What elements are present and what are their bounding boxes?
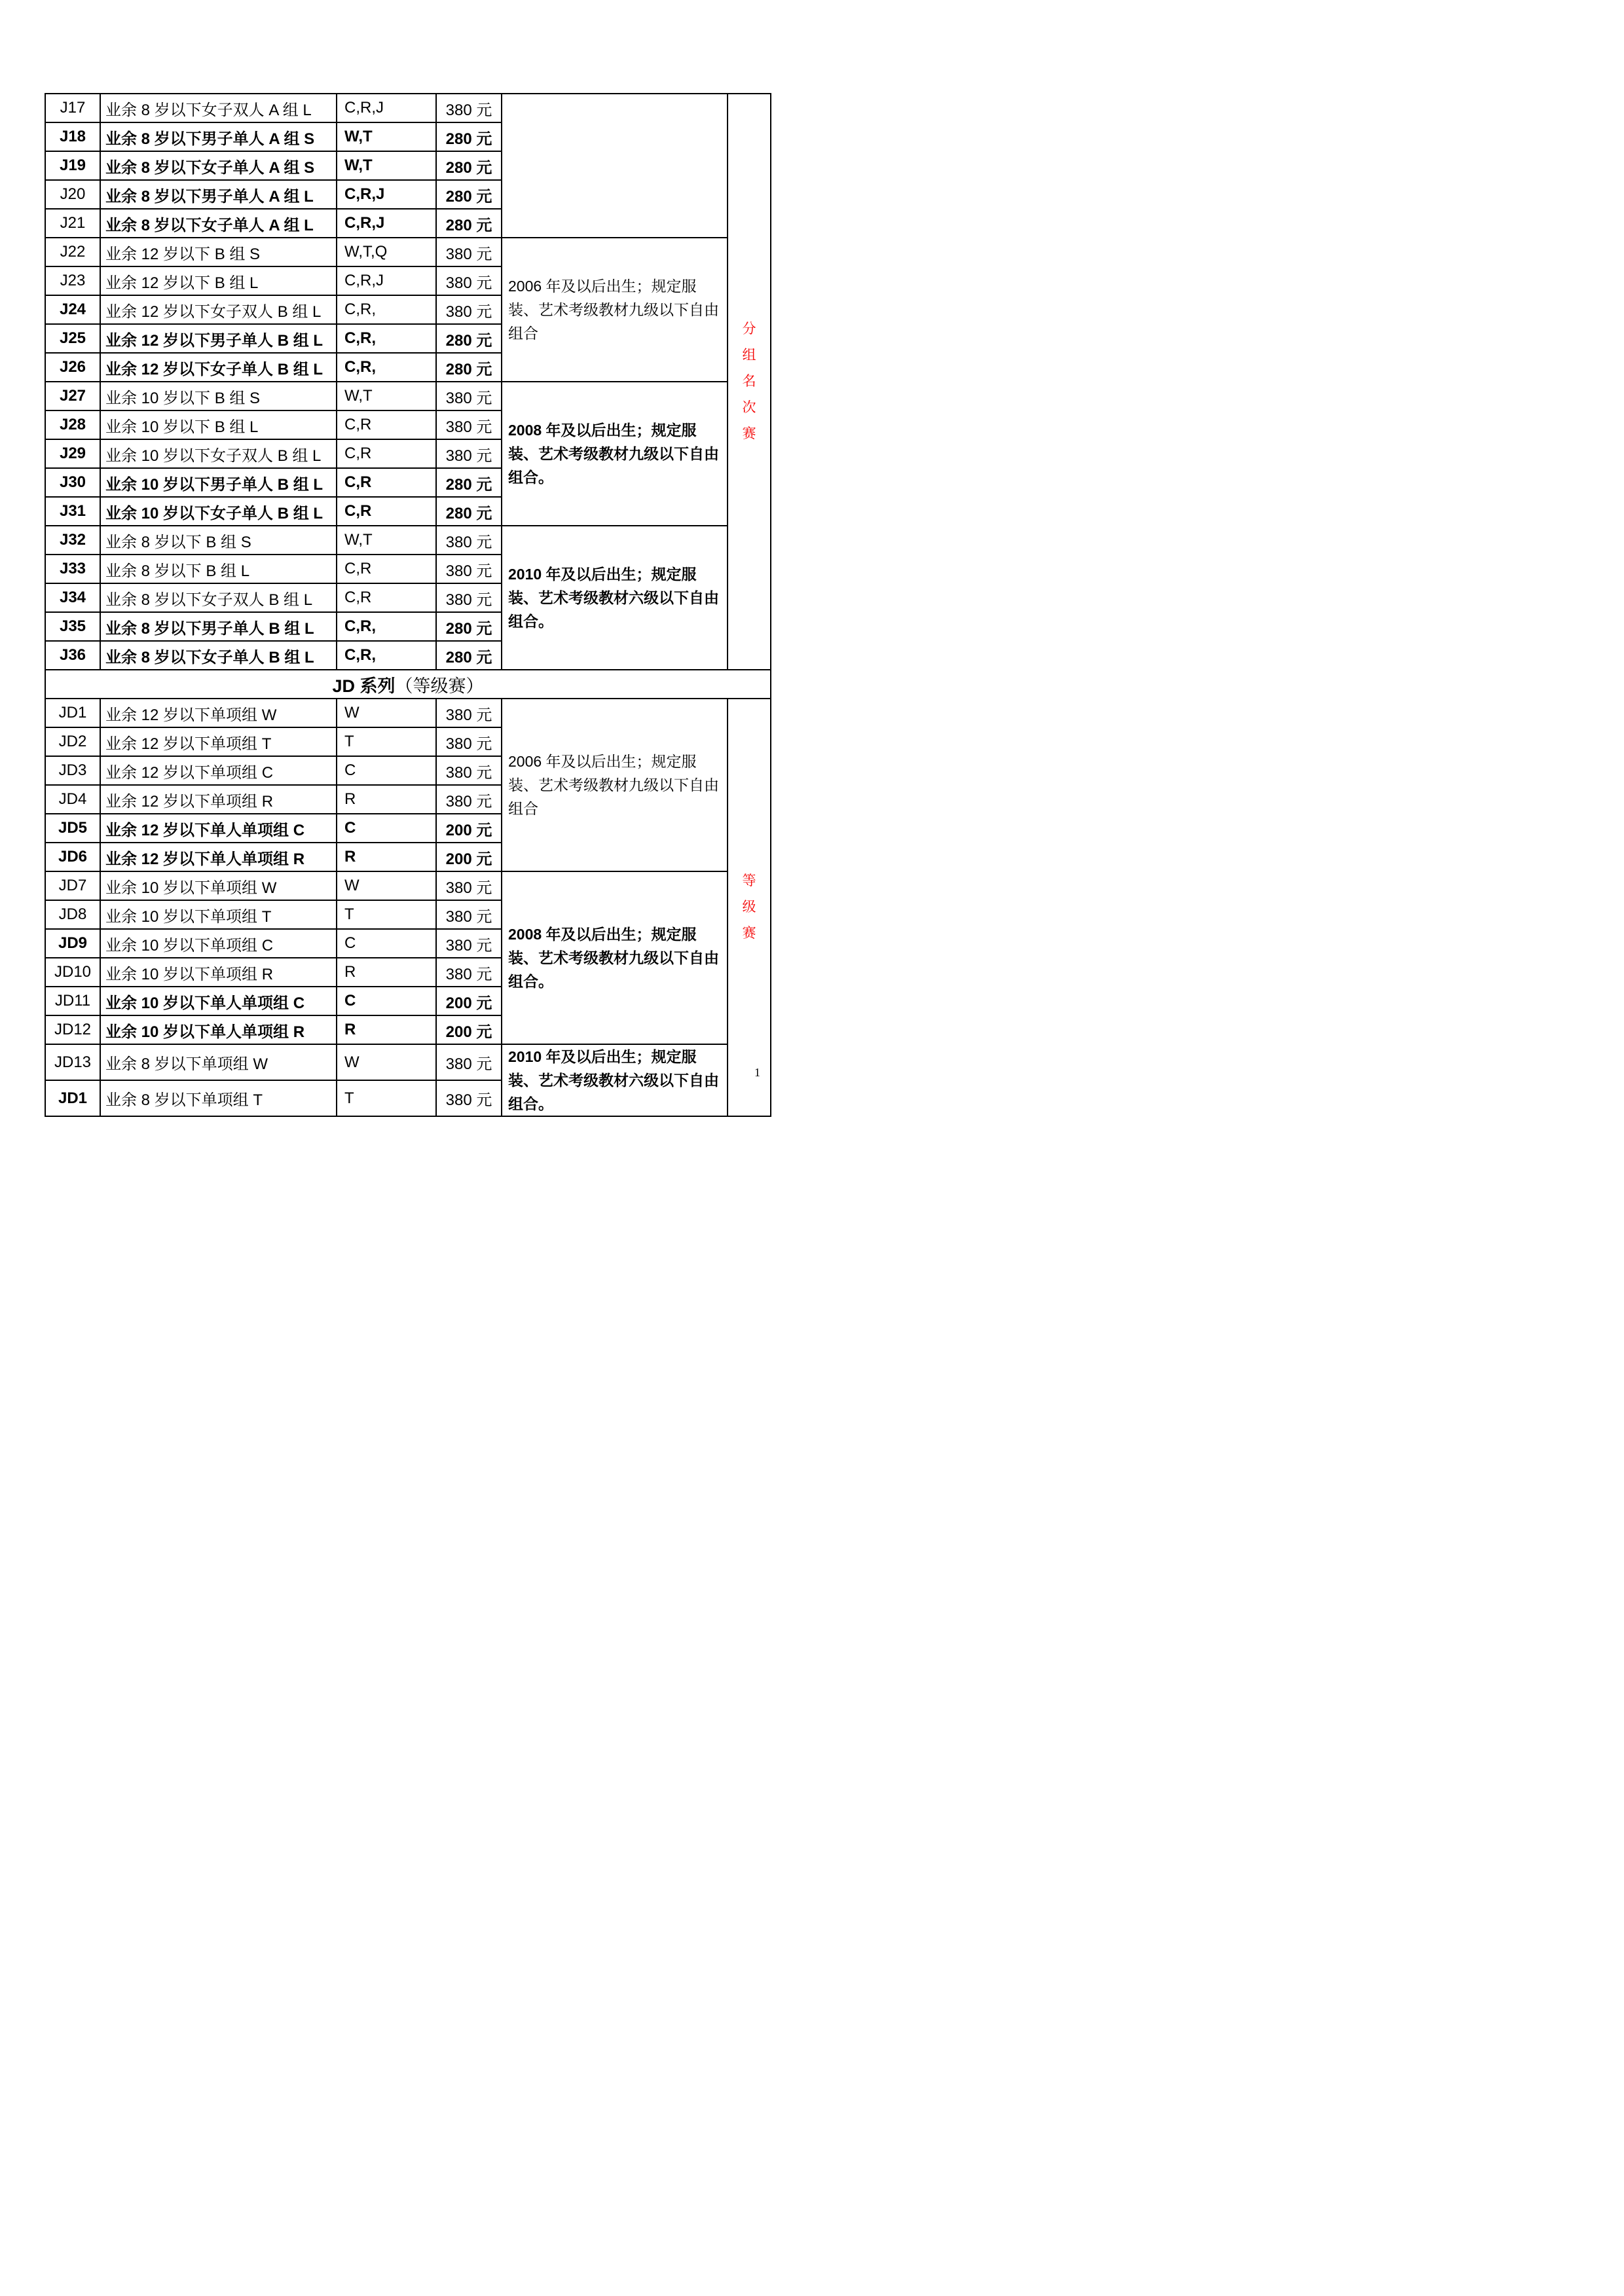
event-name-cell-text: 业余 8 岁以下女子双人 A 组 L: [105, 101, 312, 119]
dance-codes-cell: [337, 1044, 436, 1080]
dance-codes-cell: [337, 756, 436, 785]
dance-codes-cell-text: R: [344, 1021, 356, 1038]
event-name-cell-text: 业余 8 岁以下男子单人 B 组 L: [105, 619, 314, 638]
dance-codes-cell-text: W,T: [344, 387, 373, 405]
event-code-cell: JD11: [45, 987, 100, 1015]
event-name-cell: [100, 266, 337, 295]
dance-codes-cell: [337, 238, 436, 266]
event-name-cell-text: 业余 10 岁以下单项组 W: [105, 879, 277, 897]
price-cell: 380 元: [436, 439, 502, 468]
note-cell: [502, 526, 728, 670]
event-code-cell: J36: [45, 641, 100, 670]
price-cell: 380 元: [436, 526, 502, 555]
price-cell: 380 元: [436, 410, 502, 439]
event-name-cell: [100, 843, 337, 871]
event-name-cell: [100, 583, 337, 612]
price-cell: 380 元: [436, 958, 502, 987]
price-cell: 380 元: [436, 295, 502, 324]
event-name-cell-text: 业余 10 岁以下单人单项组 R: [105, 1023, 305, 1041]
event-name-cell-text: 业余 8 岁以下男子单人 A 组 S: [105, 130, 315, 148]
dance-codes-cell: [337, 641, 436, 670]
price-cell: 280 元: [436, 122, 502, 151]
event-name-cell: [100, 785, 337, 814]
event-code-cell: J19: [45, 151, 100, 180]
event-name-cell-text: 业余 10 岁以下 B 组 S: [105, 389, 261, 407]
dance-codes-cell-text: C,R: [344, 502, 372, 520]
dance-codes-cell-text: W,T: [344, 531, 373, 549]
event-name-cell-text: 业余 12 岁以下单项组 C: [105, 763, 274, 782]
table-row: [45, 871, 771, 900]
dance-codes-cell: [337, 439, 436, 468]
section-header-cell: [45, 670, 771, 699]
price-cell: 380 元: [436, 727, 502, 756]
dance-codes-cell-text: C,R,: [344, 301, 376, 318]
event-name-cell-text: 业余 12 岁以下单项组 W: [105, 706, 277, 724]
event-name-cell-text: 业余 8 岁以下女子双人 B 组 L: [105, 591, 313, 609]
note-cell: [502, 238, 728, 382]
dance-codes-cell-text: C,R: [344, 589, 372, 606]
event-name-cell-text: 业余 8 岁以下单项组 T: [105, 1091, 263, 1109]
event-code-cell: J26: [45, 353, 100, 382]
event-name-cell: [100, 209, 337, 238]
dance-codes-cell: [337, 151, 436, 180]
price-cell: 280 元: [436, 209, 502, 238]
event-code-cell: J25: [45, 324, 100, 353]
dance-codes-cell: [337, 727, 436, 756]
event-code-cell: JD9: [45, 929, 100, 958]
price-cell: 200 元: [436, 843, 502, 871]
price-cell: 380 元: [436, 1044, 502, 1080]
price-cell: 200 元: [436, 1015, 502, 1044]
price-cell: 380 元: [436, 583, 502, 612]
note-cell: [502, 699, 728, 871]
event-name-cell: [100, 324, 337, 353]
event-code-cell: J34: [45, 583, 100, 612]
event-name-cell: [100, 468, 337, 497]
dance-codes-cell: [337, 1080, 436, 1116]
event-name-cell-text: 业余 12 岁以下单人单项组 C: [105, 821, 305, 839]
dance-codes-cell: [337, 814, 436, 843]
fee-table: [45, 93, 771, 1117]
event-code-cell: J29: [45, 439, 100, 468]
event-name-cell-text: 业余 10 岁以下单项组 T: [105, 907, 272, 926]
price-cell: 200 元: [436, 987, 502, 1015]
note-cell: [502, 382, 728, 526]
price-cell: 280 元: [436, 180, 502, 209]
dance-codes-cell-text: C,R,J: [344, 99, 384, 117]
dance-codes-cell: [337, 382, 436, 410]
dance-codes-cell-text: C,R: [344, 560, 372, 577]
price-cell: 380 元: [436, 1080, 502, 1116]
dance-codes-cell-text: C,R: [344, 473, 372, 491]
dance-codes-cell: [337, 266, 436, 295]
dance-codes-cell: [337, 987, 436, 1015]
event-code-cell: J22: [45, 238, 100, 266]
event-name-cell: [100, 814, 337, 843]
dance-codes-cell: [337, 958, 436, 987]
dance-codes-cell-text: C,R: [344, 445, 372, 462]
dance-codes-cell-text: W: [344, 877, 360, 894]
dance-codes-cell-text: T: [344, 733, 354, 750]
dance-codes-cell: [337, 583, 436, 612]
dance-codes-cell-text: C,R,: [344, 646, 376, 664]
event-name-cell-text: 业余 10 岁以下单项组 C: [105, 936, 274, 955]
price-cell: 280 元: [436, 324, 502, 353]
note-cell-text: 2008 年及以后出生；规定服装、艺术考级教材九级以下自由组合。: [508, 926, 719, 990]
dance-codes-cell-text: C: [344, 819, 356, 837]
price-cell: 280 元: [436, 468, 502, 497]
event-name-cell: [100, 612, 337, 641]
event-name-cell-text: 业余 8 岁以下男子单人 A 组 L: [105, 187, 314, 206]
event-code-cell: J31: [45, 497, 100, 526]
event-name-cell-text: 业余 8 岁以下 B 组 L: [105, 562, 250, 580]
event-name-cell-text: 业余 8 岁以下 B 组 S: [105, 533, 251, 551]
event-code-cell: J33: [45, 555, 100, 583]
competition-type-cell-text: 等级赛: [742, 873, 756, 941]
dance-codes-cell: [337, 468, 436, 497]
dance-codes-cell: [337, 410, 436, 439]
price-cell: 280 元: [436, 612, 502, 641]
event-name-cell: [100, 526, 337, 555]
price-cell: 380 元: [436, 555, 502, 583]
event-name-cell-text: 业余 8 岁以下女子单人 A 组 L: [105, 216, 314, 234]
price-cell: 380 元: [436, 785, 502, 814]
event-name-cell: [100, 180, 337, 209]
price-cell: 380 元: [436, 871, 502, 900]
event-name-cell: [100, 151, 337, 180]
table-row: [45, 1044, 771, 1080]
dance-codes-cell: [337, 929, 436, 958]
price-cell: 280 元: [436, 497, 502, 526]
dance-codes-cell: [337, 785, 436, 814]
event-name-cell-text: 业余 10 岁以下女子双人 B 组 L: [105, 446, 322, 465]
event-name-cell: [100, 295, 337, 324]
event-name-cell-text: 业余 8 岁以下单项组 W: [105, 1055, 268, 1073]
dance-codes-cell-text: W,T: [344, 156, 373, 174]
event-name-cell-text: 业余 12 岁以下单项组 T: [105, 735, 272, 753]
event-code-cell: JD8: [45, 900, 100, 929]
event-code-cell: JD1: [45, 1080, 100, 1116]
dance-codes-cell-text: W,T: [344, 128, 373, 145]
event-name-cell: [100, 382, 337, 410]
event-code-cell: J21: [45, 209, 100, 238]
event-code-cell: JD5: [45, 814, 100, 843]
event-name-cell-text: 业余 12 岁以下女子单人 B 组 L: [105, 360, 323, 378]
dance-codes-cell: [337, 900, 436, 929]
table-row: [45, 526, 771, 555]
event-name-cell-text: 业余 12 岁以下 B 组 L: [105, 274, 259, 292]
dance-codes-cell-text: R: [344, 848, 356, 866]
dance-codes-cell-text: C,R,J: [344, 272, 384, 289]
event-code-cell: JD10: [45, 958, 100, 987]
page-number: 1: [754, 1066, 760, 1079]
note-cell-text: 2006 年及以后出生；规定服装、艺术考级教材九级以下自由组合: [508, 278, 719, 342]
event-code-cell: J18: [45, 122, 100, 151]
competition-type-cell-text: 分组名次赛: [742, 321, 756, 441]
dance-codes-cell: [337, 180, 436, 209]
dance-codes-cell: [337, 699, 436, 727]
dance-codes-cell-text: C,R: [344, 416, 372, 433]
dance-codes-cell: [337, 871, 436, 900]
event-code-cell: J28: [45, 410, 100, 439]
event-name-cell-text: 业余 8 岁以下女子单人 B 组 L: [105, 648, 314, 666]
event-code-cell: J24: [45, 295, 100, 324]
event-name-cell: [100, 555, 337, 583]
table-row: [45, 94, 771, 122]
dance-codes-cell: [337, 94, 436, 122]
price-cell: 380 元: [436, 900, 502, 929]
section-header-row: [45, 670, 771, 699]
price-cell: 380 元: [436, 382, 502, 410]
event-code-cell: J32: [45, 526, 100, 555]
price-cell: 380 元: [436, 929, 502, 958]
dance-codes-cell: [337, 324, 436, 353]
event-name-cell-text: 业余 8 岁以下女子单人 A 组 S: [105, 158, 315, 177]
dance-codes-cell: [337, 497, 436, 526]
event-name-cell-text: 业余 12 岁以下单人单项组 R: [105, 850, 305, 868]
event-code-cell: J17: [45, 94, 100, 122]
dance-codes-cell-text: C: [344, 934, 356, 952]
price-cell: 280 元: [436, 151, 502, 180]
event-code-cell: JD12: [45, 1015, 100, 1044]
price-cell: 380 元: [436, 238, 502, 266]
dance-codes-cell-text: W,T,Q: [344, 243, 388, 261]
competition-type-cell: [728, 94, 771, 670]
price-cell: 280 元: [436, 353, 502, 382]
note-cell-text: 2008 年及以后出生；规定服装、艺术考级教材九级以下自由组合。: [508, 422, 719, 486]
event-code-cell: JD7: [45, 871, 100, 900]
dance-codes-cell-text: C,R,J: [344, 214, 385, 232]
price-cell: 380 元: [436, 756, 502, 785]
note-cell-text: 2006 年及以后出生；规定服装、艺术考级教材九级以下自由组合: [508, 753, 719, 817]
event-name-cell: [100, 1015, 337, 1044]
event-name-cell: [100, 410, 337, 439]
event-name-cell: [100, 1080, 337, 1116]
dance-codes-cell-text: W: [344, 704, 360, 721]
dance-codes-cell-text: C,R,: [344, 358, 376, 376]
dance-codes-cell: [337, 555, 436, 583]
dance-codes-cell-text: R: [344, 963, 356, 981]
event-name-cell: [100, 641, 337, 670]
event-name-cell: [100, 238, 337, 266]
dance-codes-cell-text: C: [344, 761, 356, 779]
event-name-cell-text: 业余 10 岁以下单项组 R: [105, 965, 274, 983]
event-name-cell-text: 业余 10 岁以下男子单人 B 组 L: [105, 475, 323, 494]
dance-codes-cell-text: C,R,: [344, 329, 376, 347]
dance-codes-cell: [337, 209, 436, 238]
note-cell: [502, 871, 728, 1044]
event-name-cell: [100, 122, 337, 151]
event-name-cell-text: 业余 12 岁以下男子单人 B 组 L: [105, 331, 323, 350]
table-row: [45, 699, 771, 727]
event-name-cell-text: 业余 10 岁以下单人单项组 C: [105, 994, 305, 1012]
event-code-cell: J20: [45, 180, 100, 209]
dance-codes-cell-text: T: [344, 905, 354, 923]
price-cell: 380 元: [436, 266, 502, 295]
event-name-cell-text: 业余 10 岁以下 B 组 L: [105, 418, 259, 436]
event-name-cell: [100, 756, 337, 785]
dance-codes-cell-text: R: [344, 790, 356, 808]
event-name-cell: [100, 353, 337, 382]
event-name-cell: [100, 1044, 337, 1080]
price-cell: 280 元: [436, 641, 502, 670]
event-name-cell: [100, 94, 337, 122]
dance-codes-cell: [337, 526, 436, 555]
event-code-cell: JD3: [45, 756, 100, 785]
note-cell-text: 2010 年及以后出生；规定服装、艺术考级教材六级以下自由组合。: [508, 566, 719, 630]
price-cell: 380 元: [436, 94, 502, 122]
event-code-cell: J23: [45, 266, 100, 295]
event-name-cell-text: 业余 12 岁以下单项组 R: [105, 792, 274, 811]
event-code-cell: JD6: [45, 843, 100, 871]
event-code-cell: J35: [45, 612, 100, 641]
price-cell: 380 元: [436, 699, 502, 727]
event-name-cell: [100, 958, 337, 987]
event-code-cell: JD1: [45, 699, 100, 727]
dance-codes-cell-text: T: [344, 1089, 354, 1107]
table-row: [45, 238, 771, 266]
event-name-cell: [100, 871, 337, 900]
table-row: [45, 382, 771, 410]
event-name-cell: [100, 497, 337, 526]
dance-codes-cell: [337, 1015, 436, 1044]
event-code-cell: JD13: [45, 1044, 100, 1080]
event-name-cell-text: 业余 12 岁以下 B 组 S: [105, 245, 261, 263]
event-name-cell-text: 业余 10 岁以下女子单人 B 组 L: [105, 504, 323, 522]
dance-codes-cell-text: W: [344, 1053, 360, 1071]
dance-codes-cell: [337, 843, 436, 871]
section-header-subtitle: （等级赛）: [395, 676, 484, 696]
dance-codes-cell-text: C,R,J: [344, 185, 385, 203]
dance-codes-cell: [337, 353, 436, 382]
dance-codes-cell: [337, 122, 436, 151]
event-code-cell: JD4: [45, 785, 100, 814]
event-name-cell: [100, 900, 337, 929]
competition-type-cell: [728, 699, 771, 1116]
event-code-cell: JD2: [45, 727, 100, 756]
dance-codes-cell-text: C,R,: [344, 617, 376, 635]
dance-codes-cell: [337, 612, 436, 641]
note-cell-text: 2010 年及以后出生；规定服装、艺术考级教材六级以下自由组合。: [508, 1048, 719, 1112]
event-name-cell: [100, 987, 337, 1015]
event-name-cell: [100, 727, 337, 756]
event-name-cell: [100, 929, 337, 958]
section-header-title: JD 系列: [332, 676, 396, 696]
price-cell: 200 元: [436, 814, 502, 843]
dance-codes-cell-text: C: [344, 992, 356, 1010]
note-cell: [502, 94, 728, 238]
event-code-cell: J30: [45, 468, 100, 497]
event-name-cell: [100, 439, 337, 468]
note-cell: [502, 1044, 728, 1116]
document-page: [0, 0, 812, 1148]
event-name-cell: [100, 699, 337, 727]
event-name-cell-text: 业余 12 岁以下女子双人 B 组 L: [105, 302, 322, 321]
event-code-cell: J27: [45, 382, 100, 410]
dance-codes-cell: [337, 295, 436, 324]
